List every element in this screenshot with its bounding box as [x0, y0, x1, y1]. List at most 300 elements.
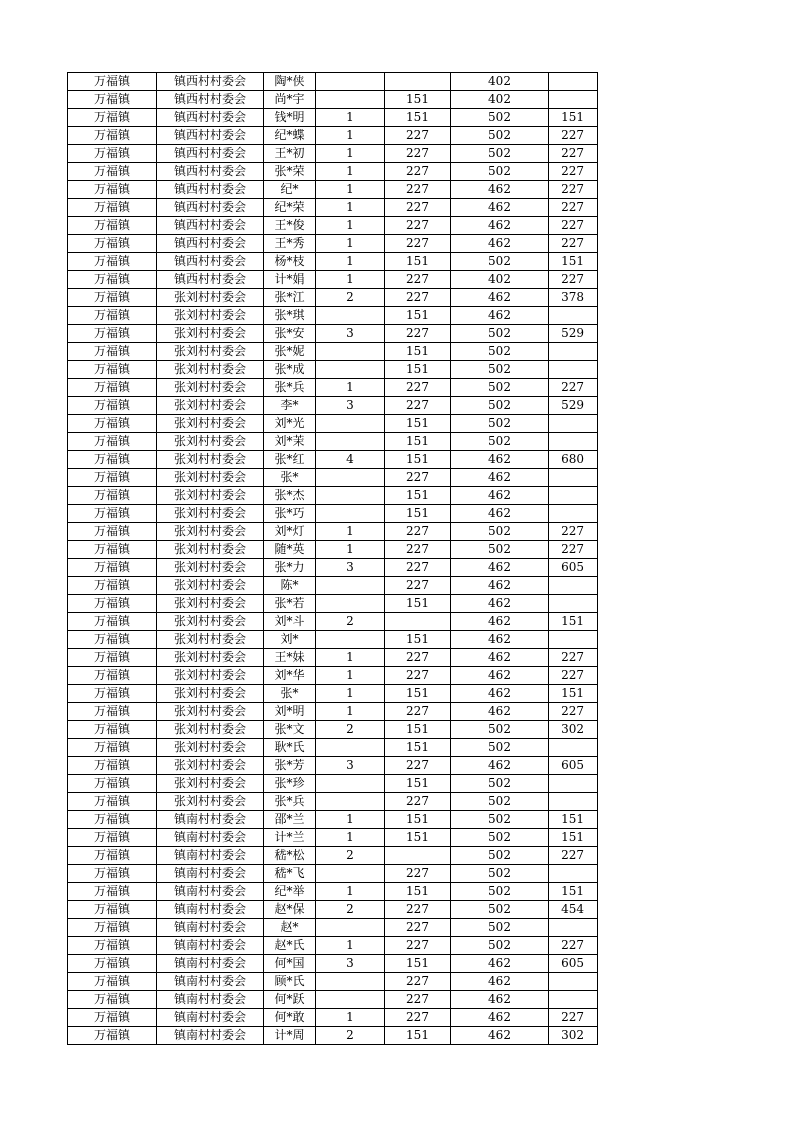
town-cell: 万福镇: [68, 739, 157, 757]
value-b-cell: 502: [451, 847, 549, 865]
table-row: [68, 397, 598, 415]
value-a-cell: 151: [385, 415, 451, 433]
table-row: [68, 865, 598, 883]
count-cell: 1: [316, 541, 385, 559]
value-b-cell: 462: [451, 577, 549, 595]
village-committee-cell: 张刘村村委会: [157, 685, 264, 703]
count-cell: [316, 415, 385, 433]
town-cell: 万福镇: [68, 271, 157, 289]
town-cell: 万福镇: [68, 91, 157, 109]
total-cell: 302: [549, 1027, 598, 1045]
value-b-cell: 502: [451, 739, 549, 757]
table-row: [68, 703, 598, 721]
value-b-cell: 502: [451, 415, 549, 433]
town-cell: 万福镇: [68, 1009, 157, 1027]
name-cell: 张*杰: [264, 487, 316, 505]
value-a-cell: 151: [385, 595, 451, 613]
table-row: [68, 541, 598, 559]
count-cell: 1: [316, 163, 385, 181]
value-b-cell: 502: [451, 523, 549, 541]
village-committee-cell: 张刘村村委会: [157, 325, 264, 343]
table-row: [68, 127, 598, 145]
total-cell: 227: [549, 847, 598, 865]
table-row: [68, 109, 598, 127]
table-row: [68, 145, 598, 163]
value-b-cell: 502: [451, 793, 549, 811]
town-cell: 万福镇: [68, 109, 157, 127]
value-b-cell: 462: [451, 199, 549, 217]
table-row: [68, 667, 598, 685]
name-cell: 赵*氏: [264, 937, 316, 955]
value-a-cell: 227: [385, 523, 451, 541]
table-row: [68, 523, 598, 541]
town-cell: 万福镇: [68, 919, 157, 937]
village-committee-cell: 张刘村村委会: [157, 775, 264, 793]
value-b-cell: 462: [451, 955, 549, 973]
town-cell: 万福镇: [68, 613, 157, 631]
value-a-cell: 227: [385, 199, 451, 217]
value-b-cell: 462: [451, 595, 549, 613]
name-cell: 张*兵: [264, 379, 316, 397]
count-cell: 1: [316, 235, 385, 253]
town-cell: 万福镇: [68, 199, 157, 217]
count-cell: [316, 343, 385, 361]
value-a-cell: 227: [385, 919, 451, 937]
name-cell: 纪*举: [264, 883, 316, 901]
value-b-cell: 462: [451, 685, 549, 703]
value-a-cell: 227: [385, 289, 451, 307]
value-a-cell: 227: [385, 469, 451, 487]
table-row: [68, 271, 598, 289]
name-cell: 刘*华: [264, 667, 316, 685]
table-row: [68, 433, 598, 451]
value-b-cell: 402: [451, 91, 549, 109]
town-cell: 万福镇: [68, 343, 157, 361]
table-row: [68, 577, 598, 595]
total-cell: 227: [549, 271, 598, 289]
count-cell: [316, 73, 385, 91]
name-cell: 嵇*松: [264, 847, 316, 865]
value-a-cell: 151: [385, 721, 451, 739]
name-cell: 张*琪: [264, 307, 316, 325]
total-cell: 302: [549, 721, 598, 739]
value-a-cell: 227: [385, 973, 451, 991]
table-row: [68, 217, 598, 235]
value-a-cell: 151: [385, 451, 451, 469]
name-cell: 陶*侠: [264, 73, 316, 91]
value-b-cell: 462: [451, 559, 549, 577]
village-committee-cell: 张刘村村委会: [157, 757, 264, 775]
table-row: [68, 505, 598, 523]
count-cell: 1: [316, 127, 385, 145]
name-cell: 刘*茉: [264, 433, 316, 451]
value-a-cell: 227: [385, 559, 451, 577]
name-cell: 何*国: [264, 955, 316, 973]
value-a-cell: 227: [385, 667, 451, 685]
value-a-cell: 227: [385, 757, 451, 775]
village-committee-cell: 镇西村村委会: [157, 217, 264, 235]
total-cell: 605: [549, 955, 598, 973]
value-a-cell: 151: [385, 343, 451, 361]
table-row: [68, 415, 598, 433]
total-cell: [549, 577, 598, 595]
value-a-cell: 227: [385, 937, 451, 955]
total-cell: [549, 91, 598, 109]
count-cell: 1: [316, 1009, 385, 1027]
town-cell: 万福镇: [68, 379, 157, 397]
count-cell: 1: [316, 523, 385, 541]
town-cell: 万福镇: [68, 685, 157, 703]
table-row: [68, 91, 598, 109]
total-cell: 227: [549, 127, 598, 145]
count-cell: 1: [316, 811, 385, 829]
count-cell: 1: [316, 253, 385, 271]
name-cell: 纪*: [264, 181, 316, 199]
count-cell: 1: [316, 883, 385, 901]
value-a-cell: 151: [385, 1027, 451, 1045]
town-cell: 万福镇: [68, 505, 157, 523]
total-cell: 454: [549, 901, 598, 919]
total-cell: 227: [549, 667, 598, 685]
name-cell: 李*: [264, 397, 316, 415]
value-a-cell: 227: [385, 1009, 451, 1027]
value-b-cell: 402: [451, 73, 549, 91]
value-b-cell: 462: [451, 649, 549, 667]
village-committee-cell: 镇南村村委会: [157, 901, 264, 919]
count-cell: [316, 91, 385, 109]
table-row: [68, 487, 598, 505]
value-a-cell: 227: [385, 325, 451, 343]
value-a-cell: 227: [385, 541, 451, 559]
count-cell: 1: [316, 649, 385, 667]
table-row: [68, 901, 598, 919]
value-b-cell: 462: [451, 217, 549, 235]
town-cell: 万福镇: [68, 847, 157, 865]
count-cell: 4: [316, 451, 385, 469]
value-b-cell: 502: [451, 397, 549, 415]
town-cell: 万福镇: [68, 595, 157, 613]
count-cell: 3: [316, 325, 385, 343]
value-b-cell: 502: [451, 721, 549, 739]
value-b-cell: 502: [451, 127, 549, 145]
value-a-cell: 151: [385, 307, 451, 325]
count-cell: 1: [316, 379, 385, 397]
count-cell: [316, 577, 385, 595]
value-b-cell: 462: [451, 757, 549, 775]
table-row: [68, 1027, 598, 1045]
value-b-cell: 502: [451, 325, 549, 343]
value-b-cell: 462: [451, 667, 549, 685]
name-cell: 随*英: [264, 541, 316, 559]
total-cell: 227: [549, 649, 598, 667]
total-cell: [549, 919, 598, 937]
value-a-cell: 151: [385, 883, 451, 901]
village-committee-cell: 镇西村村委会: [157, 181, 264, 199]
value-a-cell: 227: [385, 145, 451, 163]
value-a-cell: 227: [385, 163, 451, 181]
table-row: [68, 451, 598, 469]
table-row: [68, 757, 598, 775]
village-committee-cell: 张刘村村委会: [157, 433, 264, 451]
value-b-cell: 502: [451, 145, 549, 163]
count-cell: [316, 469, 385, 487]
village-committee-cell: 张刘村村委会: [157, 739, 264, 757]
town-cell: 万福镇: [68, 217, 157, 235]
value-a-cell: 227: [385, 271, 451, 289]
town-cell: 万福镇: [68, 307, 157, 325]
name-cell: 刘*灯: [264, 523, 316, 541]
value-a-cell: [385, 847, 451, 865]
value-a-cell: [385, 613, 451, 631]
total-cell: 227: [549, 703, 598, 721]
value-a-cell: 227: [385, 793, 451, 811]
value-a-cell: 151: [385, 361, 451, 379]
count-cell: [316, 973, 385, 991]
table-row: [68, 955, 598, 973]
count-cell: 1: [316, 217, 385, 235]
value-b-cell: 502: [451, 865, 549, 883]
total-cell: [549, 865, 598, 883]
value-a-cell: 151: [385, 433, 451, 451]
total-cell: 529: [549, 397, 598, 415]
value-b-cell: 502: [451, 775, 549, 793]
value-b-cell: 502: [451, 883, 549, 901]
table-row: [68, 685, 598, 703]
count-cell: 1: [316, 829, 385, 847]
village-committee-cell: 镇南村村委会: [157, 865, 264, 883]
name-cell: 邵*兰: [264, 811, 316, 829]
table-row: [68, 919, 598, 937]
value-b-cell: 502: [451, 253, 549, 271]
town-cell: 万福镇: [68, 433, 157, 451]
table-row: [68, 469, 598, 487]
count-cell: [316, 361, 385, 379]
town-cell: 万福镇: [68, 793, 157, 811]
town-cell: 万福镇: [68, 1027, 157, 1045]
town-cell: 万福镇: [68, 487, 157, 505]
village-committee-cell: 镇南村村委会: [157, 919, 264, 937]
town-cell: 万福镇: [68, 901, 157, 919]
value-b-cell: 462: [451, 487, 549, 505]
total-cell: [549, 793, 598, 811]
table-row: [68, 253, 598, 271]
count-cell: [316, 505, 385, 523]
count-cell: 1: [316, 703, 385, 721]
table-row: [68, 721, 598, 739]
total-cell: 605: [549, 757, 598, 775]
table-row: [68, 631, 598, 649]
value-b-cell: 502: [451, 919, 549, 937]
village-committee-cell: 张刘村村委会: [157, 361, 264, 379]
total-cell: 529: [549, 325, 598, 343]
name-cell: 张*成: [264, 361, 316, 379]
table-row: [68, 235, 598, 253]
village-committee-cell: 张刘村村委会: [157, 379, 264, 397]
total-cell: 151: [549, 613, 598, 631]
name-cell: 张*荣: [264, 163, 316, 181]
town-cell: 万福镇: [68, 721, 157, 739]
value-a-cell: 151: [385, 91, 451, 109]
table-row: [68, 163, 598, 181]
total-cell: [549, 991, 598, 1009]
data-table: [67, 72, 598, 1045]
town-cell: 万福镇: [68, 703, 157, 721]
total-cell: 227: [549, 523, 598, 541]
table-row: [68, 595, 598, 613]
name-cell: 张*安: [264, 325, 316, 343]
table-row: [68, 793, 598, 811]
town-cell: 万福镇: [68, 451, 157, 469]
total-cell: 227: [549, 163, 598, 181]
value-b-cell: 502: [451, 937, 549, 955]
town-cell: 万福镇: [68, 991, 157, 1009]
table-row: [68, 829, 598, 847]
value-b-cell: 502: [451, 343, 549, 361]
value-a-cell: 151: [385, 487, 451, 505]
name-cell: 纪*荣: [264, 199, 316, 217]
table-row: [68, 991, 598, 1009]
name-cell: 刘*斗: [264, 613, 316, 631]
total-cell: 227: [549, 235, 598, 253]
village-committee-cell: 张刘村村委会: [157, 595, 264, 613]
value-a-cell: 151: [385, 505, 451, 523]
total-cell: [549, 307, 598, 325]
table-row: [68, 739, 598, 757]
village-committee-cell: 镇南村村委会: [157, 811, 264, 829]
count-cell: [316, 739, 385, 757]
name-cell: 顾*氏: [264, 973, 316, 991]
count-cell: 1: [316, 685, 385, 703]
table-row: [68, 937, 598, 955]
village-committee-cell: 镇西村村委会: [157, 73, 264, 91]
table-body: [68, 73, 598, 1045]
value-b-cell: 462: [451, 973, 549, 991]
value-b-cell: 502: [451, 811, 549, 829]
value-b-cell: 502: [451, 163, 549, 181]
town-cell: 万福镇: [68, 955, 157, 973]
town-cell: 万福镇: [68, 649, 157, 667]
count-cell: [316, 991, 385, 1009]
value-a-cell: 151: [385, 109, 451, 127]
town-cell: 万福镇: [68, 667, 157, 685]
village-committee-cell: 张刘村村委会: [157, 631, 264, 649]
value-a-cell: 151: [385, 955, 451, 973]
village-committee-cell: 镇南村村委会: [157, 829, 264, 847]
count-cell: [316, 595, 385, 613]
value-a-cell: 227: [385, 901, 451, 919]
village-committee-cell: 镇南村村委会: [157, 883, 264, 901]
table-row: [68, 811, 598, 829]
value-b-cell: 462: [451, 613, 549, 631]
value-b-cell: 502: [451, 541, 549, 559]
value-a-cell: 227: [385, 397, 451, 415]
name-cell: 陈*: [264, 577, 316, 595]
total-cell: [549, 361, 598, 379]
count-cell: 1: [316, 667, 385, 685]
village-committee-cell: 镇南村村委会: [157, 973, 264, 991]
village-committee-cell: 张刘村村委会: [157, 451, 264, 469]
value-b-cell: 462: [451, 991, 549, 1009]
count-cell: 1: [316, 109, 385, 127]
village-committee-cell: 张刘村村委会: [157, 343, 264, 361]
village-committee-cell: 张刘村村委会: [157, 541, 264, 559]
table-row: [68, 379, 598, 397]
value-b-cell: 462: [451, 631, 549, 649]
value-b-cell: 502: [451, 901, 549, 919]
village-committee-cell: 张刘村村委会: [157, 613, 264, 631]
table-row: [68, 649, 598, 667]
name-cell: 赵*: [264, 919, 316, 937]
total-cell: [549, 487, 598, 505]
village-committee-cell: 张刘村村委会: [157, 397, 264, 415]
count-cell: [316, 775, 385, 793]
name-cell: 张*妮: [264, 343, 316, 361]
name-cell: 王*俊: [264, 217, 316, 235]
value-a-cell: 151: [385, 685, 451, 703]
total-cell: 151: [549, 811, 598, 829]
total-cell: 227: [549, 937, 598, 955]
village-committee-cell: 镇西村村委会: [157, 163, 264, 181]
name-cell: 张*若: [264, 595, 316, 613]
name-cell: 赵*保: [264, 901, 316, 919]
village-committee-cell: 镇南村村委会: [157, 847, 264, 865]
table-row: [68, 361, 598, 379]
value-b-cell: 462: [451, 1027, 549, 1045]
value-a-cell: 227: [385, 181, 451, 199]
value-b-cell: 462: [451, 1009, 549, 1027]
count-cell: 1: [316, 199, 385, 217]
name-cell: 嵇*飞: [264, 865, 316, 883]
total-cell: 151: [549, 685, 598, 703]
town-cell: 万福镇: [68, 415, 157, 433]
total-cell: [549, 973, 598, 991]
table-row: [68, 199, 598, 217]
name-cell: 张*兵: [264, 793, 316, 811]
name-cell: 何*跃: [264, 991, 316, 1009]
name-cell: 张*: [264, 469, 316, 487]
village-committee-cell: 张刘村村委会: [157, 415, 264, 433]
count-cell: 3: [316, 955, 385, 973]
village-committee-cell: 张刘村村委会: [157, 667, 264, 685]
village-committee-cell: 镇西村村委会: [157, 127, 264, 145]
value-a-cell: 227: [385, 865, 451, 883]
value-b-cell: 462: [451, 289, 549, 307]
town-cell: 万福镇: [68, 973, 157, 991]
town-cell: 万福镇: [68, 523, 157, 541]
village-committee-cell: 镇西村村委会: [157, 109, 264, 127]
table-row: [68, 307, 598, 325]
count-cell: 1: [316, 937, 385, 955]
name-cell: 刘*: [264, 631, 316, 649]
town-cell: 万福镇: [68, 559, 157, 577]
total-cell: [549, 739, 598, 757]
value-a-cell: 151: [385, 775, 451, 793]
village-committee-cell: 镇西村村委会: [157, 91, 264, 109]
value-a-cell: 151: [385, 811, 451, 829]
count-cell: 1: [316, 271, 385, 289]
value-b-cell: 462: [451, 469, 549, 487]
name-cell: 张*芳: [264, 757, 316, 775]
total-cell: 227: [549, 379, 598, 397]
name-cell: 王*妹: [264, 649, 316, 667]
town-cell: 万福镇: [68, 883, 157, 901]
town-cell: 万福镇: [68, 577, 157, 595]
value-b-cell: 462: [451, 307, 549, 325]
total-cell: 151: [549, 253, 598, 271]
count-cell: 3: [316, 559, 385, 577]
value-b-cell: 402: [451, 271, 549, 289]
village-committee-cell: 镇南村村委会: [157, 1009, 264, 1027]
